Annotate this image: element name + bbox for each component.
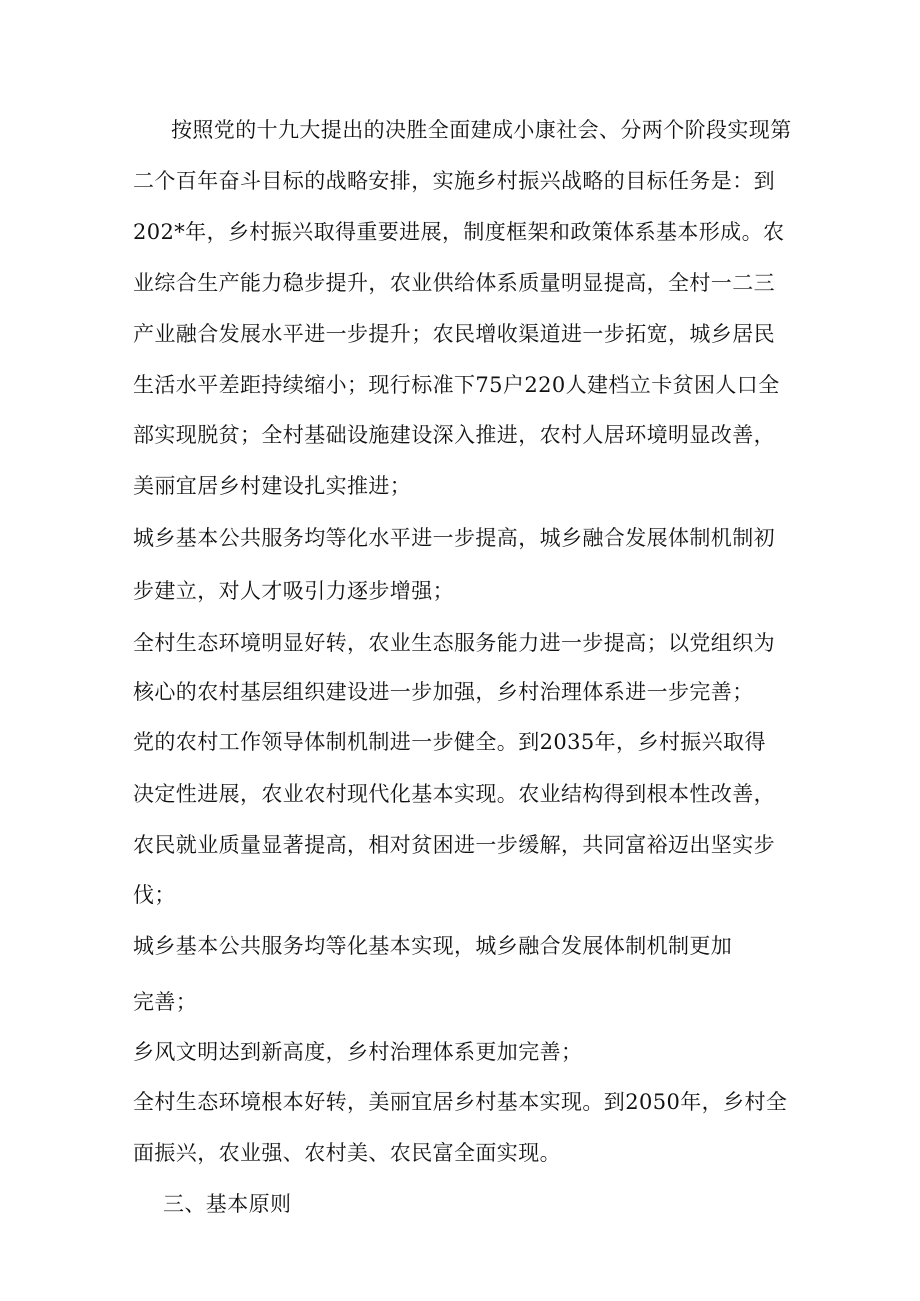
paragraph-line: 核心的农村基层组织建设进一步加强，乡村治理体系进一步完善； <box>133 680 754 704</box>
paragraph-line: 乡风文明达到新高度，乡村治理体系更加完善； <box>133 1040 583 1064</box>
paragraph-line: 城乡基本公共服务均等化基本实现，城乡融合发展体制机制更加 <box>133 934 733 958</box>
paragraph-line: 二个百年奋斗目标的战略安排，实施乡村振兴战略的目标任务是：到 <box>133 169 775 193</box>
paragraph-line: 产业融合发展水平进一步提升；农民增收渠道进一步拓宽，城乡居民 <box>133 322 775 346</box>
paragraph-line: 部实现脱贫；全村基础设施建设深入推进，农村人居环境明显改善， <box>133 423 775 447</box>
paragraph-line: 生活水平差距持续缩小；现行标准下75户220人建档立卡贫困人口全 <box>133 373 780 397</box>
paragraph-line: 美丽宜居乡村建设扎实推进； <box>133 474 412 498</box>
paragraph-line: 202*年，乡村振兴取得重要进展，制度框架和政策体系基本形成。农 <box>133 220 785 244</box>
paragraph-line: 农民就业质量显著提高，相对贫困进一步缓解，共同富裕迈出坚实步 <box>133 833 775 857</box>
paragraph-line: 全村生态环境根本好转，美丽宜居乡村基本实现。到2050年，乡村全 <box>133 1090 788 1114</box>
section-heading: 三、基本原则 <box>163 1192 292 1216</box>
paragraph-line: 党的农村工作领导体制机制进一步健全。到2035年，乡村振兴取得 <box>133 730 766 754</box>
paragraph-line: 按照党的十九大提出的决胜全面建成小康社会、分两个阶段实现第 <box>171 118 792 142</box>
paragraph-line: 完善； <box>133 990 198 1014</box>
paragraph-line: 城乡基本公共服务均等化水平进一步提高，城乡融合发展体制机制初 <box>133 526 775 550</box>
paragraph-line: 步建立，对人才吸引力逐步增强； <box>133 579 454 603</box>
paragraph-line: 全村生态环境明显好转，农业生态服务能力进一步提高；以党组织为 <box>133 631 775 655</box>
paragraph-line: 面振兴，农业强、农村美、农民富全面实现。 <box>133 1141 561 1165</box>
paragraph-line: 业综合生产能力稳步提升，农业供给体系质量明显提高，全村一二三 <box>133 271 775 295</box>
paragraph-line: 伐； <box>133 883 176 907</box>
paragraph-line: 决定性进展，农业农村现代化基本实现。农业结构得到根本性改善， <box>133 782 775 806</box>
